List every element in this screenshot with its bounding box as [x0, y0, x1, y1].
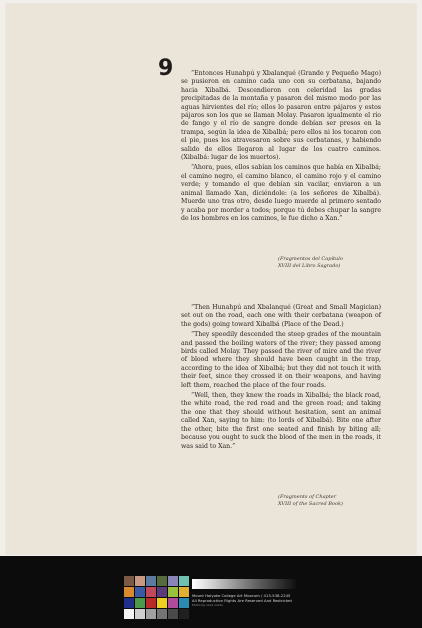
spanish-text-block: [181, 70, 381, 225]
color-swatch: [168, 576, 178, 586]
color-swatch: [168, 609, 178, 619]
color-swatch: [179, 587, 189, 597]
page-number: 9: [158, 56, 173, 81]
english-paragraph: “Then Hunahpú and Xbalanqué (Great and Small Magician) set out on the road, each one with their cerbatana (weapon of the gods) going toward Xibalbá (Place of the Dead.): [181, 304, 381, 328]
color-swatch: [146, 598, 156, 608]
color-swatch: [135, 609, 145, 619]
english-caption-line: (Fragments of Chapter: [278, 494, 337, 500]
english-text-block: [181, 304, 381, 453]
color-swatch: [135, 587, 145, 597]
color-swatch: [168, 587, 178, 597]
museum-credit-line: All Reproduction Rights Are Reserved And Restricted: [192, 598, 292, 603]
color-swatch: [135, 576, 145, 586]
color-swatch: [124, 609, 134, 619]
spanish-caption-line: (Fragmentos del Capítulo: [278, 256, 343, 262]
color-swatch: [157, 587, 167, 597]
museum-credit-line: Mount Holyoke College Art Museum / 413-538-2245: [192, 593, 291, 598]
spanish-caption-line: XVIII del Libro Sagrado): [278, 262, 341, 269]
document-sheet: [6, 4, 416, 554]
grayscale-strip: [192, 579, 296, 589]
english-caption-line: XVIII of the Sacred Book): [278, 500, 343, 507]
color-swatch: [179, 609, 189, 619]
color-swatch: [124, 598, 134, 608]
color-swatch: [157, 598, 167, 608]
spanish-caption: [278, 256, 343, 269]
museum-credit: [192, 593, 292, 608]
color-swatch: [179, 576, 189, 586]
color-swatch: [124, 587, 134, 597]
english-paragraph: “They speedily descended the steep grades of the mountain and passed the boiling waters of the river; they passed among birds called Molay. They passed the river of mire and the river of blood where they should have been caught in the trap, according to the idea of Xibalbá; but they did not touch it with their feet, since they crossed it on their weapons, and having left them, reached the place of the four roads.: [181, 331, 381, 389]
english-caption: [278, 494, 343, 507]
color-swatch: [135, 598, 145, 608]
color-swatch: [146, 609, 156, 619]
spanish-paragraph: “Ahora, pues, ellos sabían los caminos que había en Xibalbá; el camino negro, el camino blanco, el camino rojo y el camino verde; y tomando el que debían sin vacilar, enviaron a un animal llamado Xan, diciéndole: (a los señores de Xibalbá). Muerde uno tras otro, desde luego muerde al primero sentado y acaba por morder a todos; porque tú debes chupar la sangre de los hombres en los caminos, le fue dicho a Xan.”: [181, 164, 381, 222]
english-paragraph: “Well, then, they knew the roads in Xibalbá; the black road, the white road, the red road and the green road; and taking the one that they should without hesitation, sent an animal called Xan, saying to him: (to lords of Xibalbá). Bite one after the other, bite the first one seated and finish by biting all; because you ought to suck the blood of the men in the roads, it was said to Xan.”: [181, 392, 381, 450]
color-swatch: [157, 609, 167, 619]
color-swatch: [146, 576, 156, 586]
color-swatch: [157, 576, 167, 586]
color-swatch: [168, 598, 178, 608]
color-checker-chart: [124, 576, 189, 619]
museum-credit-line: Photo by xxxx xxxxx: [192, 603, 224, 607]
color-swatch: [146, 587, 156, 597]
color-calibration-footer: [0, 556, 422, 628]
color-swatch: [179, 598, 189, 608]
spanish-paragraph: “Entonces Hunahpú y Xbalanqué (Grande y Pequeño Mago) se pusieron en camino cada uno con su cerbatana, bajando hacia Xibalbá. Descendieron con celeridad las gradas precipitadas de la montaña y pasaron del mismo modo por las aguas hirvientes del río; ellos lo pasaron entre pájaros y estos pájaros son los que se llaman Molay. Pasaron igualmente el río de fango y el río de sangre donde debían ser presos en la trampa, según la idea de Xibalbá; pero ellos ni los tocaron con el pie, pues los atravesaron sobre sus cerbatanas, y habiendo salido de ellos llegaron al lugar de los cuatro caminos. (Xibalbá: lugar de los muertos).: [181, 70, 381, 162]
color-swatch: [124, 576, 134, 586]
